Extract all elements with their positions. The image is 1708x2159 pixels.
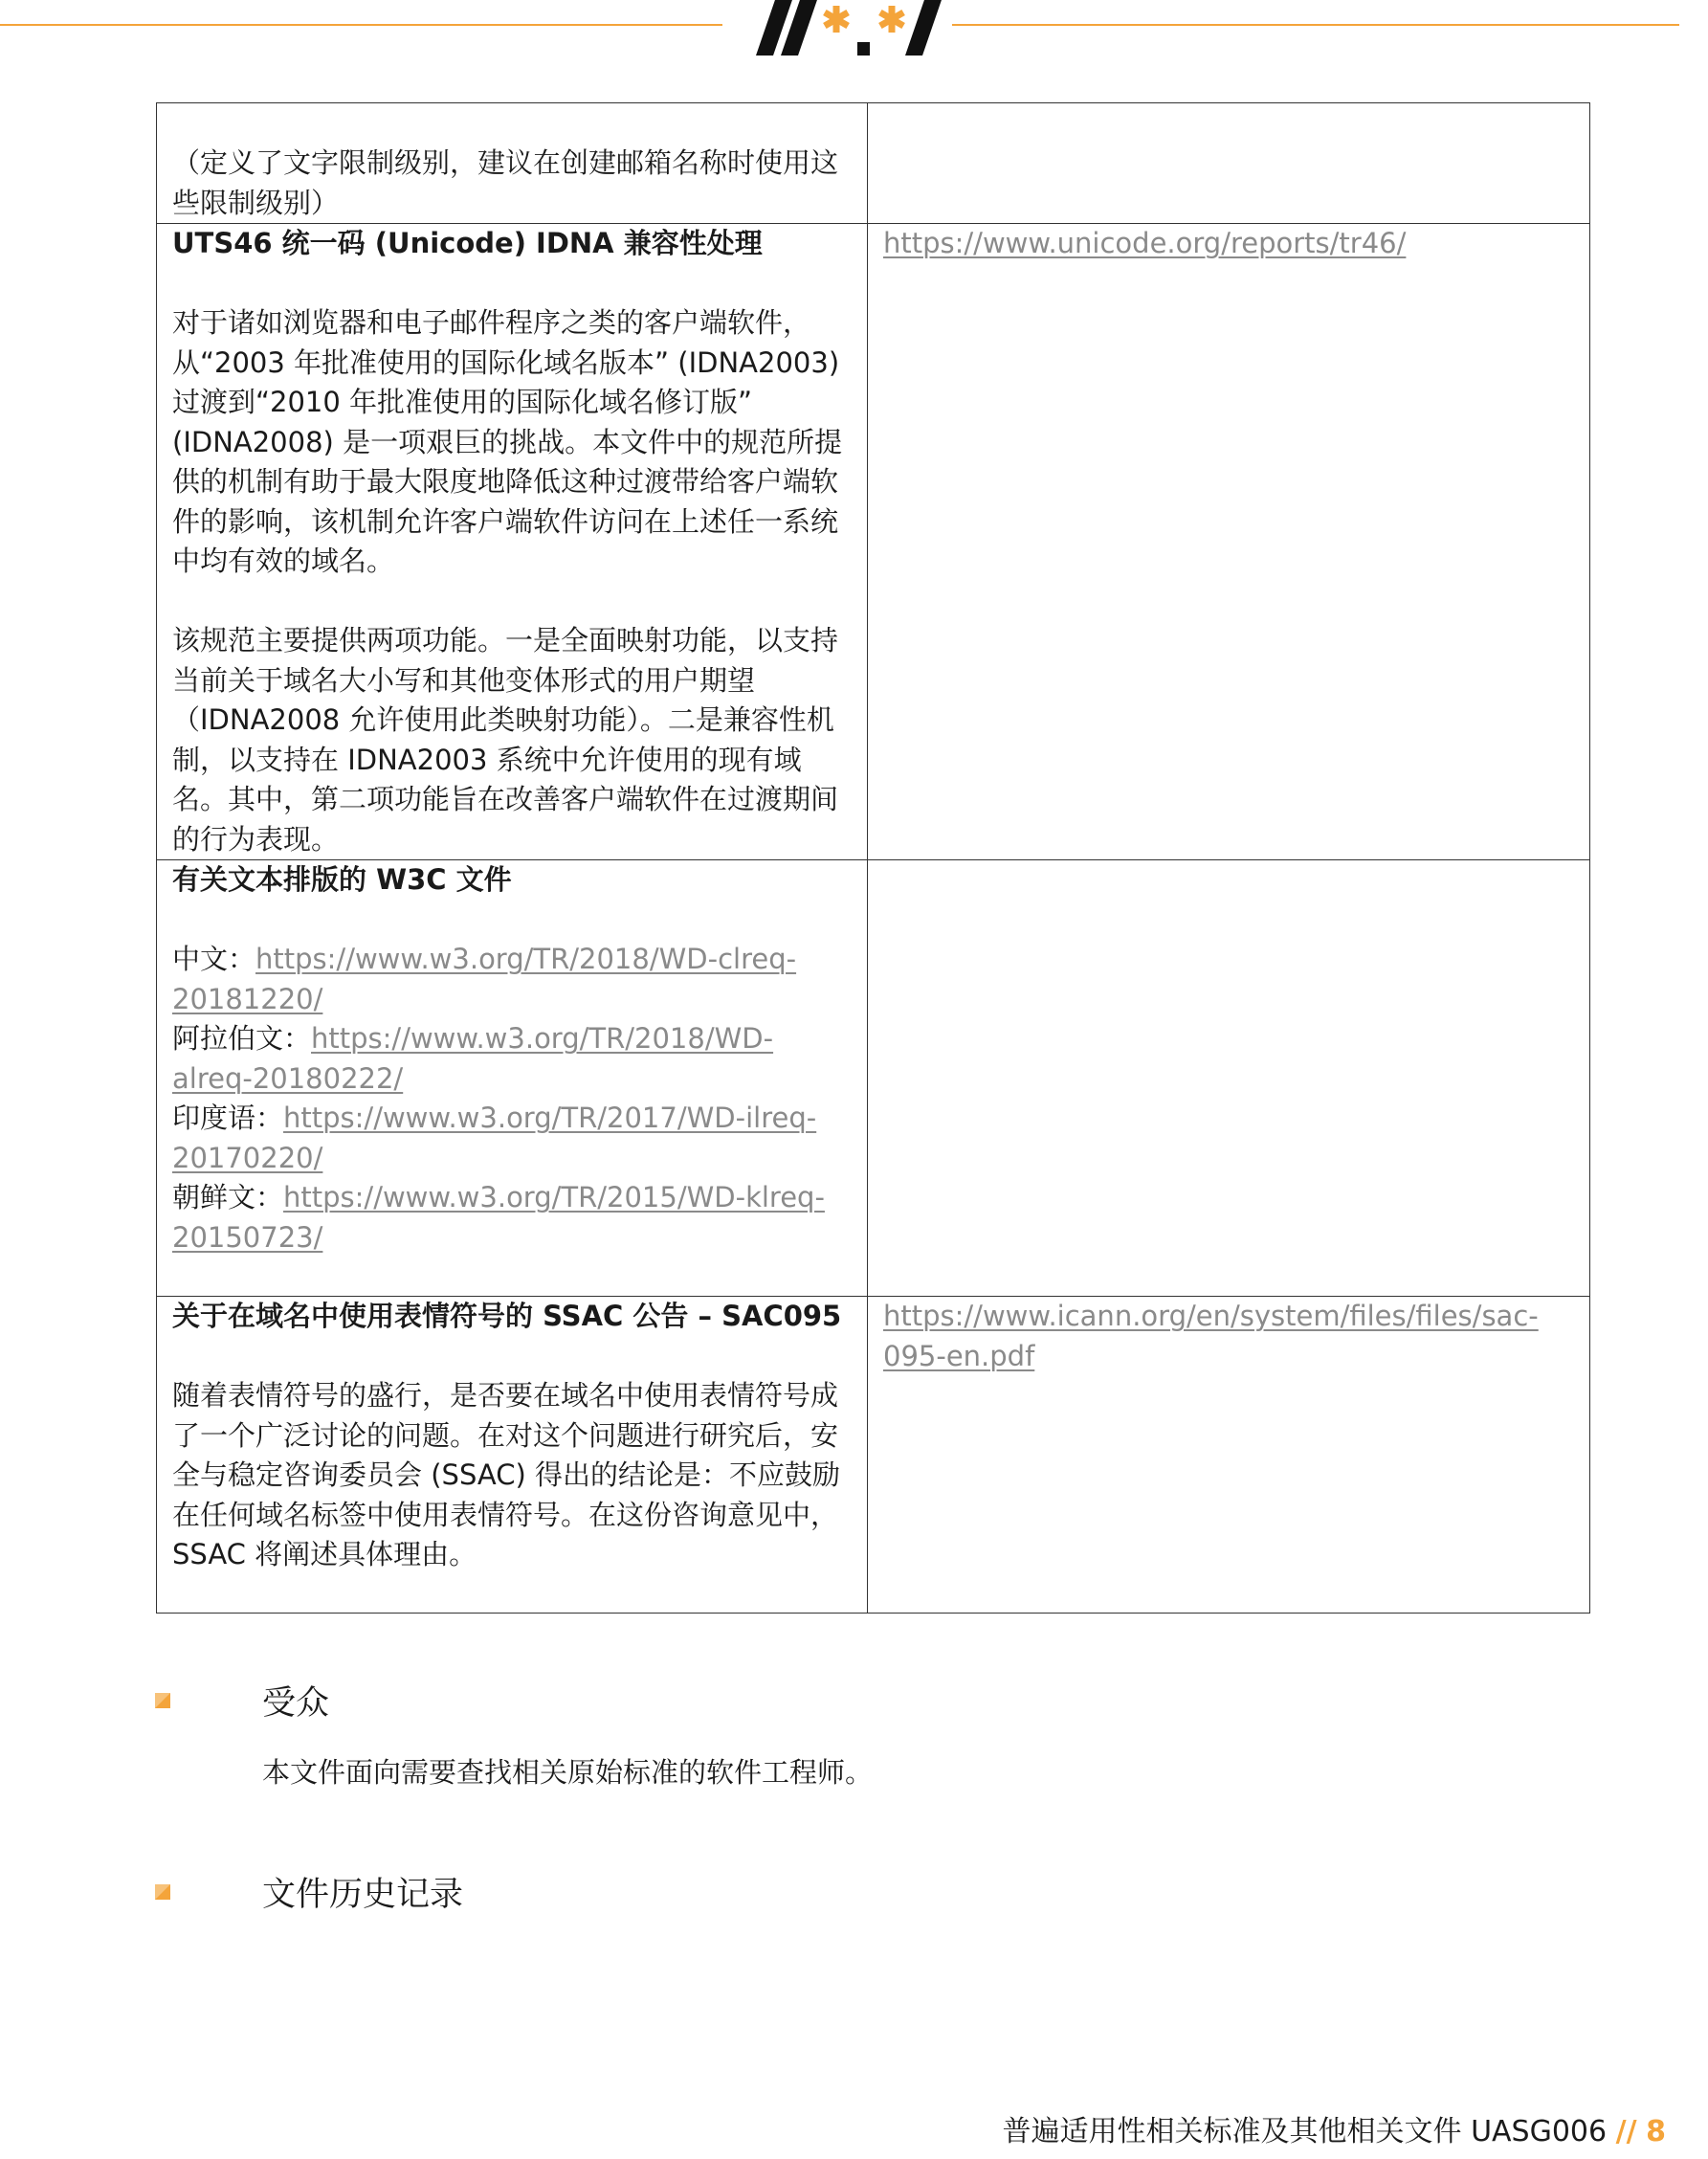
cell-text: （定义了文字限制级别，建议在创建邮箱名称时使用这些限制级别） — [172, 146, 839, 219]
logo-icon — [744, 0, 945, 63]
item-label: 印度语： — [172, 1102, 284, 1134]
list-item — [172, 1019, 852, 1099]
cell-title: 有关文本排版的 W3C 文件 — [172, 863, 512, 896]
table-cell — [157, 103, 868, 224]
cell-title: 关于在域名中使用表情符号的 SSAC 公告 – SAC095 — [172, 1300, 842, 1332]
history-heading: 文件历史记录 — [262, 1876, 464, 1914]
footer-title: 普遍适用性相关标准及其他相关文件 UASG006 — [1002, 2115, 1608, 2148]
unicode-tr46-link[interactable]: https://www.unicode.org/reports/tr46/ — [883, 227, 1407, 259]
footer-separator: // — [1615, 2115, 1637, 2148]
table-row — [157, 1297, 1590, 1614]
cell-paragraph: 该规范主要提供两项功能。一是全面映射功能，以支持当前关于域名大小写和其他变体形式的用户期望（IDNA2008 允许使用此类映射功能）。二是兼容性机制，以支持在 IDNA2003 系统中允许使用的现有域名。其中，第二项功能旨在改善客户端软件在过渡期间的行为表现。 — [172, 624, 839, 856]
audience-body: 本文件面向需要查找相关原始标准的软件工程师。 — [262, 1756, 874, 1789]
list-item — [172, 1099, 852, 1178]
item-label: 中文： — [172, 943, 256, 975]
table-cell — [157, 1297, 868, 1614]
w3c-ilreq-link[interactable]: https://www.w3.org/TR/2017/WD-ilreq-20170220/ — [172, 1102, 817, 1174]
list-item — [172, 1178, 852, 1258]
cell-paragraph: 随着表情符号的盛行，是否要在域名中使用表情符号成了一个广泛讨论的问题。在对这个问题进行研究后，安全与稳定咨询委员会 (SSAC) 得出的结论是：不应鼓励在任何域名标签中使用表情符号。在这份咨询意见中，SSAC 将阐述具体理由。 — [172, 1379, 840, 1570]
audience-heading: 受众 — [262, 1684, 330, 1723]
w3c-alreq-link[interactable]: https://www.w3.org/TR/2018/WD-alreq-20180222/ — [172, 1022, 774, 1095]
table-row — [157, 224, 1590, 860]
w3c-clreq-link[interactable]: https://www.w3.org/TR/2018/WD-clreq-20181220/ — [172, 943, 797, 1015]
table-cell — [157, 860, 868, 1297]
orange-square-bullet-icon — [155, 1884, 170, 1900]
table-cell — [868, 1297, 1590, 1614]
table-cell — [157, 224, 868, 860]
table-cell — [868, 103, 1590, 224]
table-row — [157, 103, 1590, 224]
standards-table — [156, 102, 1590, 1614]
table-row — [157, 860, 1590, 1297]
table-cell — [868, 224, 1590, 860]
cell-paragraph: 对于诸如浏览器和电子邮件程序之类的客户端软件，从“2003 年批准使用的国际化域名版本” (IDNA2003) 过渡到“2010 年批准使用的国际化域名修订版” (IDNA2008) 是一项艰巨的挑战。本文件中的规范所提供的机制有助于最大限度地降低这种过渡带给客户端软件的影响，该机制允许客户端软件访问在上述任一系统中均有效的域名。 — [172, 306, 843, 577]
w3c-klreq-link[interactable]: https://www.w3.org/TR/2015/WD-klreq-20150723/ — [172, 1181, 825, 1254]
header-rule-left — [0, 24, 722, 26]
item-label: 朝鲜文： — [172, 1181, 284, 1213]
cell-title: UTS46 统一码 (Unicode) IDNA 兼容性处理 — [172, 227, 763, 259]
page-number: 8 — [1646, 2115, 1666, 2148]
table-cell — [868, 860, 1590, 1297]
page-footer — [1003, 2107, 1666, 2149]
list-item — [172, 940, 852, 1019]
orange-square-bullet-icon — [155, 1693, 170, 1708]
ssac-sac095-link[interactable]: https://www.icann.org/en/system/files/files/sac-095-en.pdf — [883, 1300, 1539, 1372]
header-rule-right — [952, 24, 1679, 26]
item-label: 阿拉伯文： — [172, 1022, 312, 1055]
